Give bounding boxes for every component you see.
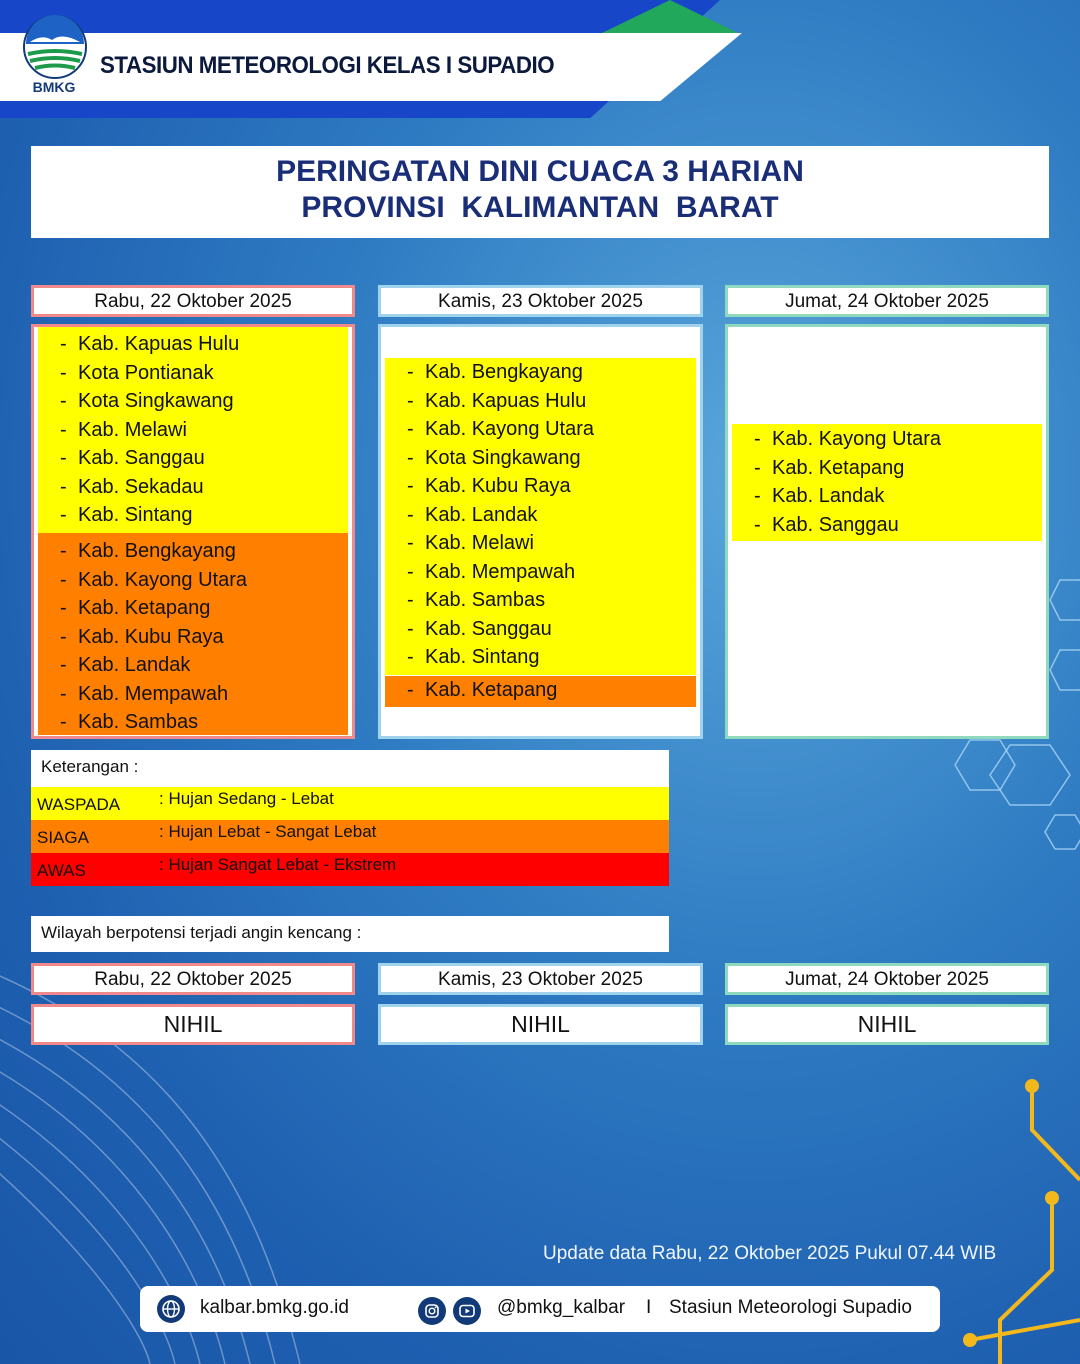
legend-level: SIAGA — [37, 828, 89, 847]
warning-list-day3 — [725, 324, 1049, 739]
bullet-dash: - — [60, 504, 67, 526]
region-item — [385, 529, 696, 558]
date-header-day3: Jumat, 24 Oktober 2025 — [725, 285, 1049, 317]
region-name: Kab. Kayong Utara — [772, 428, 941, 450]
waspada-band — [38, 327, 348, 533]
region-name: Kab. Ketapang — [772, 456, 905, 479]
footer-separator: I — [646, 1297, 652, 1318]
region-name: Kab. Landak — [425, 503, 538, 526]
region-name: Kab. Landak — [772, 485, 885, 507]
region-item — [385, 472, 696, 501]
region-item — [385, 444, 696, 473]
legend — [31, 750, 669, 886]
legend-level: WASPADA — [37, 795, 121, 814]
region-item — [732, 425, 1042, 454]
region-item — [38, 387, 348, 416]
region-item — [38, 444, 348, 473]
bullet-dash: - — [407, 503, 414, 526]
region-name: Kab. Kubu Raya — [425, 475, 571, 497]
region-name: Kab. Sanggau — [78, 447, 205, 469]
page-title — [31, 146, 1049, 238]
region-item — [385, 558, 696, 587]
bullet-dash: - — [60, 361, 67, 384]
title-line-1: PERINGATAN DINI CUACA 3 HARIAN — [276, 155, 804, 188]
title-line-2: PROVINSI KALIMANTAN BARAT — [301, 191, 779, 224]
region-name: Kab. Sanggau — [425, 617, 552, 640]
bullet-dash: - — [60, 654, 67, 676]
bullet-dash: - — [60, 418, 67, 441]
region-name: Kab. Mempawah — [425, 560, 576, 583]
bullet-dash: - — [407, 475, 414, 497]
region-item — [385, 586, 696, 615]
bullet-dash: - — [60, 540, 67, 562]
region-item — [38, 623, 348, 652]
region-item — [385, 643, 696, 672]
waspada-band — [385, 358, 696, 675]
date-header-day2: Kamis, 23 Oktober 2025 — [378, 285, 703, 317]
footer-station-name: Stasiun Meteorologi Supadio — [669, 1297, 912, 1318]
bullet-dash: - — [754, 513, 761, 536]
bullet-dash: - — [754, 485, 761, 507]
waspada-band — [732, 424, 1042, 541]
region-name: Kab. Bengkayang — [78, 540, 236, 562]
update-timestamp: Update data Rabu, 22 Oktober 2025 Pukul 07.44 WIB — [543, 1243, 997, 1264]
social-handle[interactable]: @bmkg_kalbar — [497, 1297, 626, 1318]
bullet-dash: - — [60, 711, 67, 733]
region-name: Kab. Landak — [78, 654, 191, 676]
bullet-dash: - — [60, 682, 67, 705]
region-item — [385, 676, 696, 705]
legend-desc: : Hujan Sedang - Lebat — [159, 789, 334, 808]
bullet-dash: - — [407, 389, 414, 412]
region-name: Kab. Sintang — [78, 504, 193, 526]
region-item — [38, 651, 348, 680]
region-name: Kab. Ketapang — [78, 597, 211, 619]
bullet-dash: - — [407, 418, 414, 440]
region-item — [385, 615, 696, 644]
region-name: Kota Pontianak — [78, 361, 214, 384]
station-name: STASIUN METEOROLOGI KELAS I SUPADIO — [100, 52, 555, 79]
globe-icon — [157, 1295, 185, 1323]
wind-heading: Wilayah berpotensi terjadi angin kencang : — [31, 916, 669, 952]
legend-row-awas — [31, 853, 669, 886]
region-item — [385, 501, 696, 530]
wind-value-day1: NIHIL — [31, 1004, 355, 1045]
website-link[interactable]: kalbar.bmkg.go.id — [200, 1297, 349, 1318]
bullet-dash: - — [754, 456, 761, 479]
region-item — [732, 454, 1042, 483]
legend-row-siaga — [31, 820, 669, 853]
legend-row-waspada — [31, 787, 669, 820]
warning-list-day1 — [31, 324, 355, 739]
bullet-dash: - — [60, 568, 67, 591]
region-item — [38, 537, 348, 566]
region-item — [385, 415, 696, 444]
date-header-day1: Rabu, 22 Oktober 2025 — [31, 285, 355, 317]
region-item — [385, 358, 696, 387]
region-item — [38, 594, 348, 623]
youtube-icon[interactable] — [453, 1297, 481, 1325]
bullet-dash: - — [407, 646, 414, 668]
region-name: Kab. Ketapang — [425, 679, 558, 701]
region-name: Kota Singkawang — [78, 390, 234, 412]
region-item — [732, 511, 1042, 540]
bullet-dash: - — [407, 679, 414, 701]
wind-value-day2: NIHIL — [378, 1004, 703, 1045]
region-item — [38, 566, 348, 595]
bullet-dash: - — [407, 560, 414, 583]
legend-desc: : Hujan Sangat Lebat - Ekstrem — [159, 855, 397, 874]
bullet-dash: - — [60, 597, 67, 619]
region-name: Kab. Sambas — [78, 711, 199, 733]
region-name: Kota Singkawang — [425, 446, 581, 469]
region-name: Kab. Melawi — [425, 532, 534, 554]
bullet-dash: - — [407, 589, 414, 611]
region-name: Kab. Sekadau — [78, 475, 204, 498]
region-name: Kab. Kayong Utara — [78, 568, 247, 591]
region-name: Kab. Kubu Raya — [78, 625, 224, 648]
bullet-dash: - — [60, 447, 67, 469]
siaga-band — [38, 533, 348, 735]
bullet-dash: - — [407, 446, 414, 469]
region-name: Kab. Sintang — [425, 646, 540, 668]
footer-bar — [140, 1286, 940, 1332]
wind-value-day3: NIHIL — [725, 1004, 1049, 1045]
bullet-dash: - — [60, 625, 67, 648]
bullet-dash: - — [60, 333, 67, 355]
region-name: Kab. Melawi — [78, 418, 187, 441]
region-item — [38, 473, 348, 502]
bullet-dash: - — [60, 390, 67, 412]
bullet-dash: - — [407, 361, 414, 383]
wind-date-day2: Kamis, 23 Oktober 2025 — [378, 963, 703, 995]
region-name: Kab. Kapuas Hulu — [78, 333, 240, 355]
region-name: Kab. Sanggau — [772, 513, 899, 536]
region-name: Kab. Bengkayang — [425, 361, 583, 383]
siaga-band — [385, 676, 696, 707]
region-item — [38, 708, 348, 737]
bullet-dash: - — [754, 428, 761, 450]
region-item — [38, 680, 348, 709]
region-item — [38, 416, 348, 445]
region-name: Kab. Kayong Utara — [425, 418, 594, 440]
bullet-dash: - — [407, 532, 414, 554]
region-name: Kab. Sambas — [425, 589, 546, 611]
warning-list-day2 — [378, 324, 703, 739]
region-item — [38, 501, 348, 530]
region-name: Kab. Kapuas Hulu — [425, 389, 587, 412]
region-item — [38, 359, 348, 388]
region-item — [732, 482, 1042, 511]
logo-text: BMKG — [32, 79, 76, 95]
wind-date-day3: Jumat, 24 Oktober 2025 — [725, 963, 1049, 995]
region-name: Kab. Mempawah — [78, 682, 229, 705]
region-item — [38, 330, 348, 359]
bullet-dash: - — [407, 617, 414, 640]
wind-date-day1: Rabu, 22 Oktober 2025 — [31, 963, 355, 995]
legend-desc: : Hujan Lebat - Sangat Lebat — [159, 822, 377, 841]
legend-heading: Keterangan : — [31, 750, 669, 787]
bullet-dash: - — [60, 475, 67, 498]
instagram-icon[interactable] — [418, 1297, 446, 1325]
legend-level: AWAS — [37, 861, 86, 880]
region-item — [385, 387, 696, 416]
